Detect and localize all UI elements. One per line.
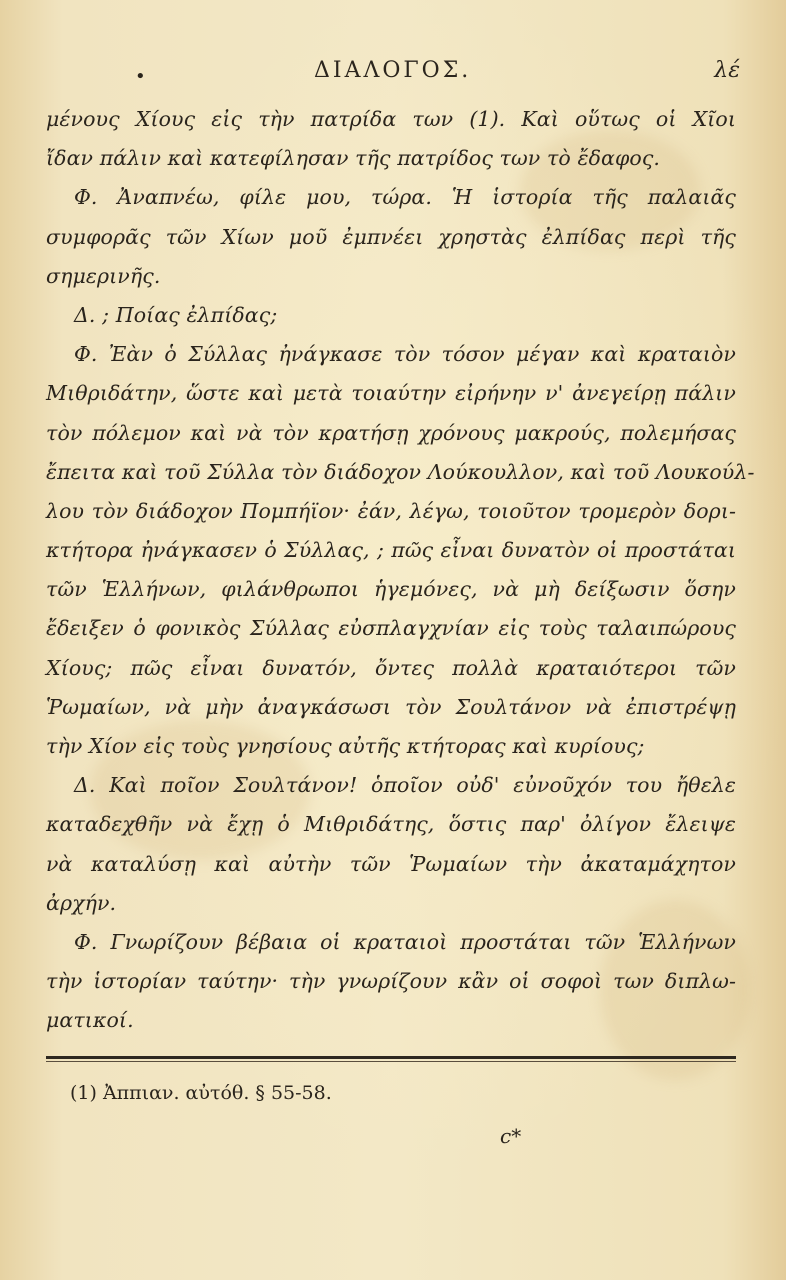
text-line: τὴν Χίον εἰς τοὺς γνησίους αὐτῆς κτήτορας καὶ κυρίους; [46, 734, 645, 758]
text-line: συμφορᾶς τῶν Χίων μοῦ ἐμπνέει χρηστὰς ἐλπίδας περὶ τῆς [46, 224, 736, 249]
text-line: κτήτορα ἠνάγκασεν ὁ Σύλλας, ; πῶς εἶναι δυνατὸν οἱ προστάται [46, 538, 736, 563]
text-line: μένους Χίους εἰς τὴν πατρίδα των (1). Καὶ οὕτως οἱ Χῖοι [46, 107, 736, 131]
text-line: νὰ καταλύσῃ καὶ αὐτὴν τῶν Ῥωμαίων τὴν ἀκαταμάχητον [46, 851, 736, 876]
text-line: ἔδειξεν ὁ φονικὸς Σύλλας εὐσπλαγχνίαν εἰς τοὺς ταλαιπώρους [46, 616, 736, 641]
text-line: Μιθριδάτην, ὥστε καὶ μετὰ τοιαύτην εἰρήνην ν' ἀνεγείρῃ πάλιν [46, 381, 736, 406]
page-header [60, 58, 740, 92]
text-line: τὸν πόλεμον καὶ νὰ τὸν κρατήσῃ χρόνους μακρούς, πολεμήσας [46, 420, 736, 445]
text-line: Φ. Ἀναπνέω, φίλε μου, τώρα. Ἡ ἱστορία τῆς παλαιᾶς [74, 185, 736, 210]
text-line: τῶν Ἑλλήνων, φιλάνθρωποι ἡγεμόνες, νὰ μὴ δείξωσιν ὅσην [46, 577, 736, 602]
text-line: σημερινῆς. [46, 263, 161, 288]
text-line: Δ. Καὶ ποῖον Σουλτάνον! ὁποῖον οὐδ' εὐνοῦχόν του ἤθελε [74, 773, 736, 798]
text-line: καταδεχθῆν νὰ ἔχῃ ὁ Μιθριδάτης, ὅστις παρ' ὀλίγον ἔλειψε [46, 812, 736, 837]
signature-mark: c* [500, 1124, 522, 1148]
text-line: ἴδαν πάλιν καὶ κατεφίλησαν τῆς πατρίδος των τὸ ἔδαφος. [46, 146, 661, 171]
footnote-rule-thin [46, 1061, 736, 1062]
text-line: Φ. Ἐὰν ὁ Σύλλας ἠνάγκασε τὸν τόσον μέγαν καὶ κραταιὸν [74, 342, 736, 367]
text-line: ἔπειτα καὶ τοῦ Σύλλα τὸν διάδοχον Λούκουλλον, καὶ τοῦ Λουκούλ- [46, 459, 755, 484]
text-line: τὴν ἱστορίαν ταύτην· τὴν γνωρίζουν κἂν οἱ σοφοὶ των διπλω- [46, 969, 736, 994]
text-line: Φ. Γνωρίζουν βέβαια οἱ κραταιοὶ προστάται τῶν Ἑλλήνων [74, 929, 736, 954]
footnote: (1) Ἀππιαν. αὐτόθ. § 55-58. [70, 1082, 332, 1104]
text-line: ἀρχήν. [46, 890, 117, 915]
text-line: Χίους; πῶς εἶναι δυνατόν, ὄντες πολλὰ κραταιότεροι τῶν [46, 655, 736, 680]
header-dot: • [135, 66, 146, 87]
page-number: λέ [714, 58, 740, 83]
text-line: Δ. ; Ποίας ἐλπίδας; [74, 302, 278, 327]
text-line: λου τὸν διάδοχον Πομπήϊον· ἐάν, λέγω, τοιοῦτον τρομερὸν δορι- [46, 498, 736, 523]
running-title: ΔΙΑΛΟΓΟΣ. [314, 58, 472, 83]
text-line: ματικοί. [46, 1008, 134, 1033]
text-line: Ῥωμαίων, νὰ μὴν ἀναγκάσωσι τὸν Σουλτάνον νὰ ἐπιστρέψῃ [46, 694, 736, 719]
body-text [46, 100, 755, 1041]
footnote-rule [46, 1056, 736, 1059]
